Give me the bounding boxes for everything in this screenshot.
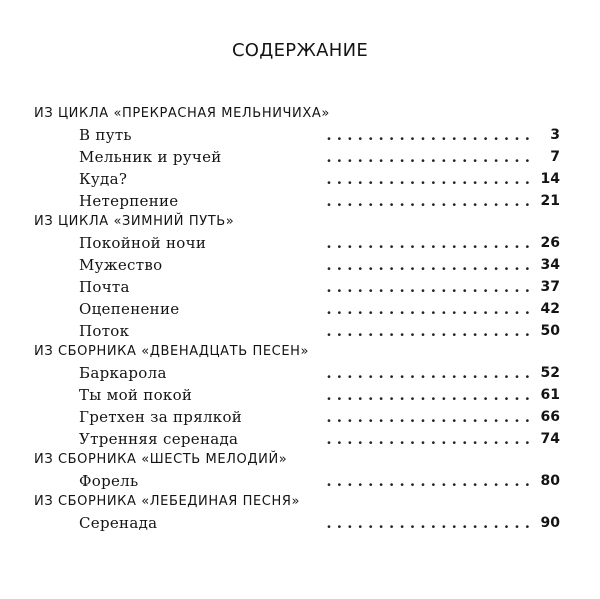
entry-page-number: 3 — [550, 127, 560, 143]
entry-title: Нетерпение — [79, 192, 182, 210]
entry-title: Ты мой покой — [79, 386, 196, 404]
dot-leader: . . . . . . . . . . . . . . . . . . . . — [326, 386, 530, 404]
entry-title: Серенада — [79, 514, 161, 532]
dot-leader: . . . . . . . . . . . . . . . . . . . . — [326, 472, 530, 490]
toc-entry — [34, 428, 560, 450]
entry-page-number: 52 — [540, 365, 560, 381]
dot-leader: . . . . . . . . . . . . . . . . . . . . — [326, 300, 530, 318]
entry-page-number: 34 — [540, 257, 560, 273]
entry-title: Оцепенение — [79, 300, 183, 318]
toc-entry — [34, 146, 560, 168]
dot-leader: . . . . . . . . . . . . . . . . . . . . — [326, 234, 530, 252]
dot-leader: . . . . . . . . . . . . . . . . . . . . — [326, 126, 530, 144]
toc-entry — [34, 232, 560, 254]
dot-leader: . . . . . . . . . . . . . . . . . . . . — [326, 148, 530, 166]
entry-title: Форель — [79, 472, 142, 490]
entry-page-number: 50 — [540, 323, 560, 339]
dot-leader: . . . . . . . . . . . . . . . . . . . . — [326, 256, 530, 274]
section-heading: ИЗ ЦИКЛА «ПРЕКРАСНАЯ МЕЛЬНИЧИХА» — [34, 106, 330, 121]
toc-entry — [34, 254, 560, 276]
toc-entry — [34, 298, 560, 320]
entry-page-number: 42 — [540, 301, 560, 317]
entry-page-number: 61 — [540, 387, 560, 403]
section-heading: ИЗ СБОРНИКА «ШЕСТЬ МЕЛОДИЙ» — [34, 452, 288, 467]
dot-leader: . . . . . . . . . . . . . . . . . . . . — [326, 408, 530, 426]
entry-title: В путь — [79, 126, 136, 144]
section-heading: ИЗ ЦИКЛА «ЗИМНИЙ ПУТЬ» — [34, 214, 235, 229]
entry-title: Почта — [79, 278, 134, 296]
toc-entry — [34, 512, 560, 534]
dot-leader: . . . . . . . . . . . . . . . . . . . . — [326, 430, 530, 448]
entry-page-number: 80 — [540, 473, 560, 489]
toc-entry — [34, 470, 560, 492]
toc-entry — [34, 168, 560, 190]
entry-page-number: 21 — [540, 193, 560, 209]
entry-page-number: 74 — [540, 431, 560, 447]
entry-title: Гретхен за прялкой — [79, 408, 246, 426]
toc-entry — [34, 124, 560, 146]
toc-entry — [34, 362, 560, 384]
entry-page-number: 90 — [540, 515, 560, 531]
entry-page-number: 37 — [540, 279, 560, 295]
entry-title: Покойной ночи — [79, 234, 210, 252]
table-of-contents — [34, 104, 560, 534]
toc-entry — [34, 190, 560, 212]
entry-title: Куда? — [79, 170, 131, 188]
dot-leader: . . . . . . . . . . . . . . . . . . . . — [326, 192, 530, 210]
section-heading: ИЗ СБОРНИКА «ЛЕБЕДИНАЯ ПЕСНЯ» — [34, 494, 301, 509]
dot-leader: . . . . . . . . . . . . . . . . . . . . — [326, 514, 530, 532]
entry-title: Мельник и ручей — [79, 148, 226, 166]
dot-leader: . . . . . . . . . . . . . . . . . . . . — [326, 322, 530, 340]
toc-entry — [34, 320, 560, 342]
entry-title: Поток — [79, 322, 133, 340]
entry-page-number: 14 — [540, 171, 560, 187]
section-heading: ИЗ СБОРНИКА «ДВЕНАДЦАТЬ ПЕСЕН» — [34, 344, 310, 359]
entry-title: Мужество — [79, 256, 166, 274]
entry-page-number: 26 — [540, 235, 560, 251]
entry-page-number: 7 — [550, 149, 560, 165]
dot-leader: . . . . . . . . . . . . . . . . . . . . — [326, 364, 530, 382]
toc-entry — [34, 384, 560, 406]
entry-title: Баркарола — [79, 364, 171, 382]
dot-leader: . . . . . . . . . . . . . . . . . . . . — [326, 170, 530, 188]
page-title: СОДЕРЖАНИЕ — [231, 40, 369, 61]
entry-title: Утренняя серенада — [79, 430, 242, 448]
entry-page-number: 66 — [540, 409, 560, 425]
toc-entry — [34, 406, 560, 428]
toc-entry — [34, 276, 560, 298]
dot-leader: . . . . . . . . . . . . . . . . . . . . — [326, 278, 530, 296]
